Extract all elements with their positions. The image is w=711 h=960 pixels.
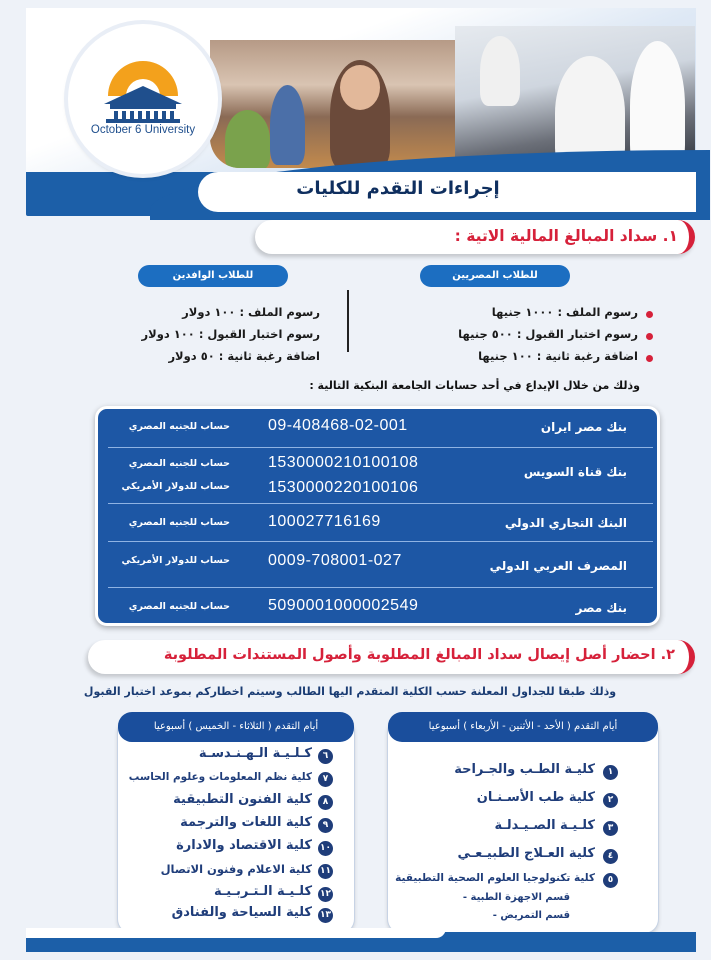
number-badge-icon: ١٢: [318, 887, 333, 902]
page-title: إجراءات التقدم للكليات: [296, 178, 500, 199]
faculty-item: كلية طب الأسـنـان: [476, 790, 595, 805]
logo-emblem-icon: [68, 24, 218, 174]
account-currency: حساب للجنيه المصري: [128, 421, 230, 432]
account-number: 09-408468-02-001: [268, 417, 408, 434]
egyptian-students-label: للطلاب المصريين: [420, 265, 570, 287]
bank-name: المصرف العربي الدولي: [489, 559, 627, 573]
number-badge-icon: ١١: [318, 864, 333, 879]
foreign-fee: رسوم الملف : ١٠٠ دولار: [182, 305, 320, 319]
number-badge-icon: ١: [603, 765, 618, 780]
number-badge-icon: ٩: [318, 818, 333, 833]
divider: [347, 290, 349, 352]
faculty-item: كلية اللغات والترجمة: [180, 815, 312, 830]
bullet-icon: [646, 355, 653, 362]
footer-swoosh: [26, 928, 446, 938]
faculty-item: كـلـيـة الـهـنـدسـة: [198, 746, 312, 761]
deposit-note: وذلك من خلال الإيداع في أحد حسابات الجامعة البنكية التالية :: [309, 379, 640, 392]
number-badge-icon: ٤: [603, 849, 618, 864]
foreign-fee: رسوم اختبار القبول : ١٠٠ دولار: [141, 327, 320, 341]
row-divider: [108, 503, 653, 504]
department-item: قسم التمريض -: [492, 910, 570, 921]
row-divider: [108, 447, 653, 448]
faculty-item: كلـيـة الصـيـدلـة: [494, 818, 595, 833]
faculty-item: كلية الاقتصاد والادارة: [176, 838, 312, 853]
bank-accounts-table: [95, 406, 660, 626]
schedule-header-right: أيام التقدم ( الأحد - الأثنين - الأربعاء ) أسبوعيا: [388, 712, 658, 742]
foreign-students-label: للطلاب الوافدين: [138, 265, 288, 287]
bullet-icon: [646, 333, 653, 340]
number-badge-icon: ٦: [318, 749, 333, 764]
egyptian-fee: رسوم الملف : ١٠٠٠ جنيها: [491, 305, 638, 319]
university-logo: [68, 24, 218, 174]
account-currency: حساب للجنيه المصري: [128, 601, 230, 612]
faculty-item: كلية الفنون التطبيقية: [173, 792, 312, 807]
account-currency: حساب للجنيه المصري: [128, 458, 230, 469]
number-badge-icon: ١٣: [318, 908, 333, 923]
bullet-icon: [646, 311, 653, 318]
account-number: 100027716169: [268, 513, 381, 530]
bank-name: البنك التجاري الدولي: [504, 516, 627, 530]
foreign-fee: اضافة رغبة ثانية : ٥٠ دولار: [168, 349, 320, 363]
account-number: 1530000220100106: [268, 479, 419, 496]
faculty-item: كلية نظم المعلومات وعلوم الحاسب: [128, 771, 312, 783]
account-number: 1530000210100108: [268, 454, 419, 471]
number-badge-icon: ٨: [318, 795, 333, 810]
account-number: 0009-708001-027: [268, 552, 402, 569]
row-divider: [108, 587, 653, 588]
row-divider: [108, 541, 653, 542]
number-badge-icon: ٧: [318, 772, 333, 787]
section2-heading: ٢. احضار أصل إيصال سداد المبالغ المطلوبة وأصول المستندات المطلوبة: [163, 647, 675, 663]
number-badge-icon: ٣: [603, 821, 618, 836]
department-item: قسم الاجهزة الطبية -: [462, 892, 570, 903]
number-badge-icon: ١٠: [318, 841, 333, 856]
account-currency: حساب للدولار الأمريكي: [121, 481, 230, 492]
schedule-note: وذلك طبقا للجداول المعلنة حسب الكلية المتقدم اليها الطالب وسيتم اخطاركم بموعد اختبار القبول: [83, 685, 617, 698]
bank-name: بنك مصر: [575, 601, 627, 615]
bank-name: بنك قناة السويس: [523, 465, 627, 479]
faculty-item: كلـيـة الـتـربـيـة: [213, 884, 312, 899]
number-badge-icon: ٢: [603, 793, 618, 808]
number-badge-icon: ٥: [603, 873, 618, 888]
egyptian-fee: اضافة رغبة ثانية : ١٠٠ جنيها: [478, 349, 638, 363]
faculty-item: كلية تكنولوجيا العلوم الصحية التطبيقية: [395, 872, 595, 884]
account-number: 5090001000002549: [268, 597, 419, 614]
section1-heading: ١. سداد المبالغ المالية الاتية :: [454, 227, 678, 245]
faculty-item: كلية العـلاج الطبيـعـي: [457, 846, 595, 861]
bank-name: بنك مصر ايران: [540, 420, 627, 434]
faculty-item: كلية الاعلام وفنون الاتصال: [160, 862, 312, 876]
classroom-photo: [210, 40, 460, 168]
egyptian-fee: رسوم اختبار القبول : ٥٠٠ جنيها: [458, 327, 638, 341]
account-currency: حساب للدولار الأمريكي: [121, 555, 230, 566]
faculty-item: كليـة الطـب والجـراحة: [454, 762, 595, 777]
faculty-item: كلية السياحة والفنادق: [171, 905, 312, 920]
account-currency: حساب للجنيه المصري: [128, 517, 230, 528]
university-name: October 6 University: [90, 124, 196, 136]
schedule-header-left: أيام التقدم ( الثلاثاء - الخميس ) أسبوعيا: [118, 712, 354, 742]
